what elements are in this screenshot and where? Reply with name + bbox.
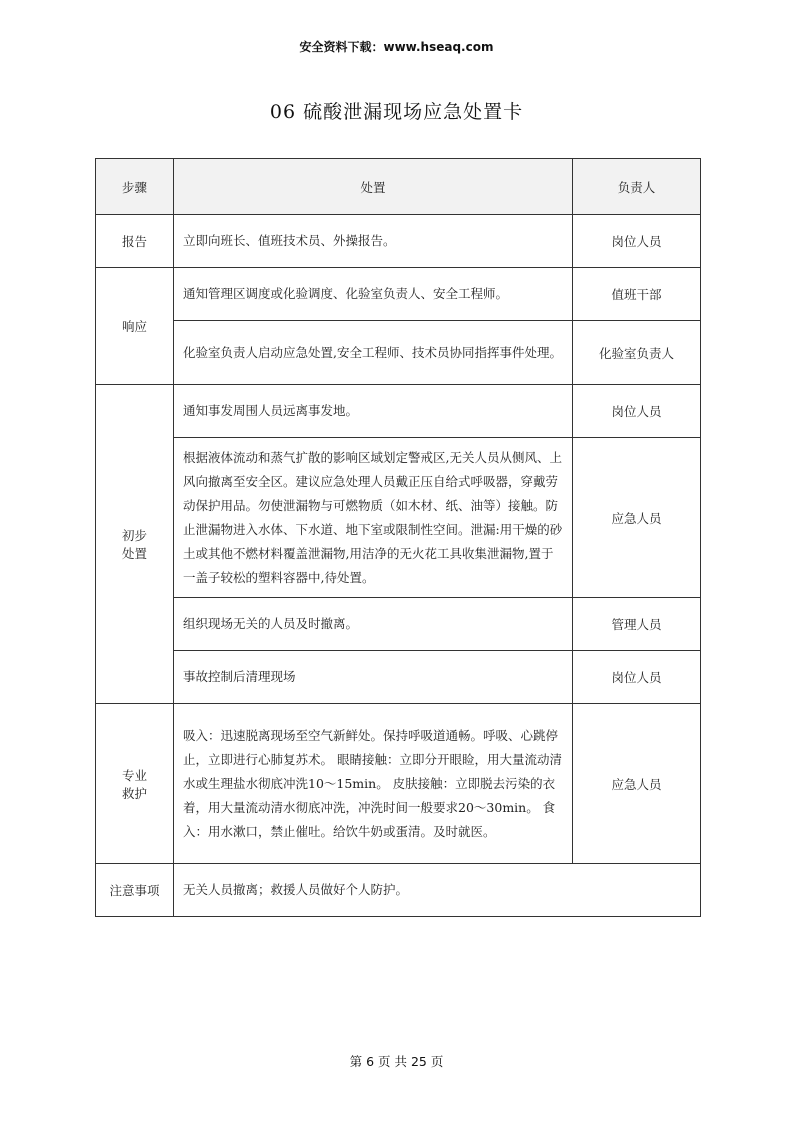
person-cell: 应急人员 (573, 704, 701, 864)
table-row (96, 864, 701, 917)
person-cell: 岗位人员 (573, 215, 701, 268)
step-rescue (96, 704, 174, 864)
step-initial (96, 385, 174, 704)
step-notes: 注意事项 (96, 864, 174, 917)
person-cell: 岗位人员 (573, 385, 701, 438)
action-cell: 事故控制后清理现场 (174, 651, 573, 704)
table-row (96, 385, 701, 438)
person-cell: 化验室负责人 (573, 321, 701, 385)
header-step: 步骤 (96, 159, 174, 215)
emergency-card-table (95, 158, 701, 917)
step-response: 响应 (96, 268, 174, 385)
table-row (96, 321, 701, 385)
table-row (96, 598, 701, 651)
notes-cell: 无关人员撤离；救援人员做好个人防护。 (174, 864, 701, 917)
table-header-row (96, 159, 701, 215)
step-rescue-line1: 专业 (121, 767, 147, 783)
person-cell: 管理人员 (573, 598, 701, 651)
action-cell: 通知管理区调度或化验调度、化验室负责人、安全工程师。 (174, 268, 573, 321)
person-cell: 值班干部 (573, 268, 701, 321)
action-cell: 组织现场无关的人员及时撤离。 (174, 598, 573, 651)
person-cell: 应急人员 (573, 438, 701, 598)
step-initial-line2: 处置 (121, 546, 147, 561)
action-cell: 根据液体流动和蒸气扩散的影响区域划定警戒区,无关人员从侧风、上风向撤离至安全区。建议应急处理人员戴正压自给式呼吸器，穿戴劳动保护用品。勿使泄漏物与可燃物质（如木材、纸、油等）接触。防止泄漏物进入水体、下水道、地下室或限制性空间。泄漏:用干燥的砂土或其他不燃材料覆盖泄漏物,用洁净的无火花工具收集泄漏物,置于一盖子较松的塑料容器中,待处置。 (174, 438, 573, 598)
page-number: 第 6 页 共 25 页 (349, 1054, 444, 1069)
step-rescue-line2: 救护 (121, 785, 147, 801)
action-cell: 立即向班长、值班技术员、外操报告。 (174, 215, 573, 268)
header-action: 处置 (174, 159, 573, 215)
table-row (96, 215, 701, 268)
table-row (96, 438, 701, 598)
action-cell: 吸入：迅速脱离现场至空气新鲜处。保持呼吸道通畅。呼吸、心跳停止，立即进行心肺复苏术。 眼睛接触：立即分开眼睑，用大量流动清水或生理盐水彻底冲洗10～15min。 皮肤接触：立即脱去污染的衣着，用大量流动清水彻底冲洗，冲洗时间一般要求20～30min。 食入：用水漱口，禁止催吐。给饮牛奶或蛋清。及时就医。 (174, 704, 573, 864)
action-cell: 化验室负责人启动应急处置,安全工程师、技术员协同指挥事件处理。 (174, 321, 573, 385)
header-source: 安全资料下载：www.hseaq.com (299, 40, 494, 54)
page-title: 06 硫酸泄漏现场应急处置卡 (269, 101, 524, 123)
header-person: 负责人 (573, 159, 701, 215)
step-report: 报告 (96, 215, 174, 268)
table-row (96, 704, 701, 864)
step-initial-line1: 初步 (121, 528, 147, 543)
table-row (96, 651, 701, 704)
person-cell: 岗位人员 (573, 651, 701, 704)
action-cell: 通知事发周围人员远离事发地。 (174, 385, 573, 438)
table-row (96, 268, 701, 321)
